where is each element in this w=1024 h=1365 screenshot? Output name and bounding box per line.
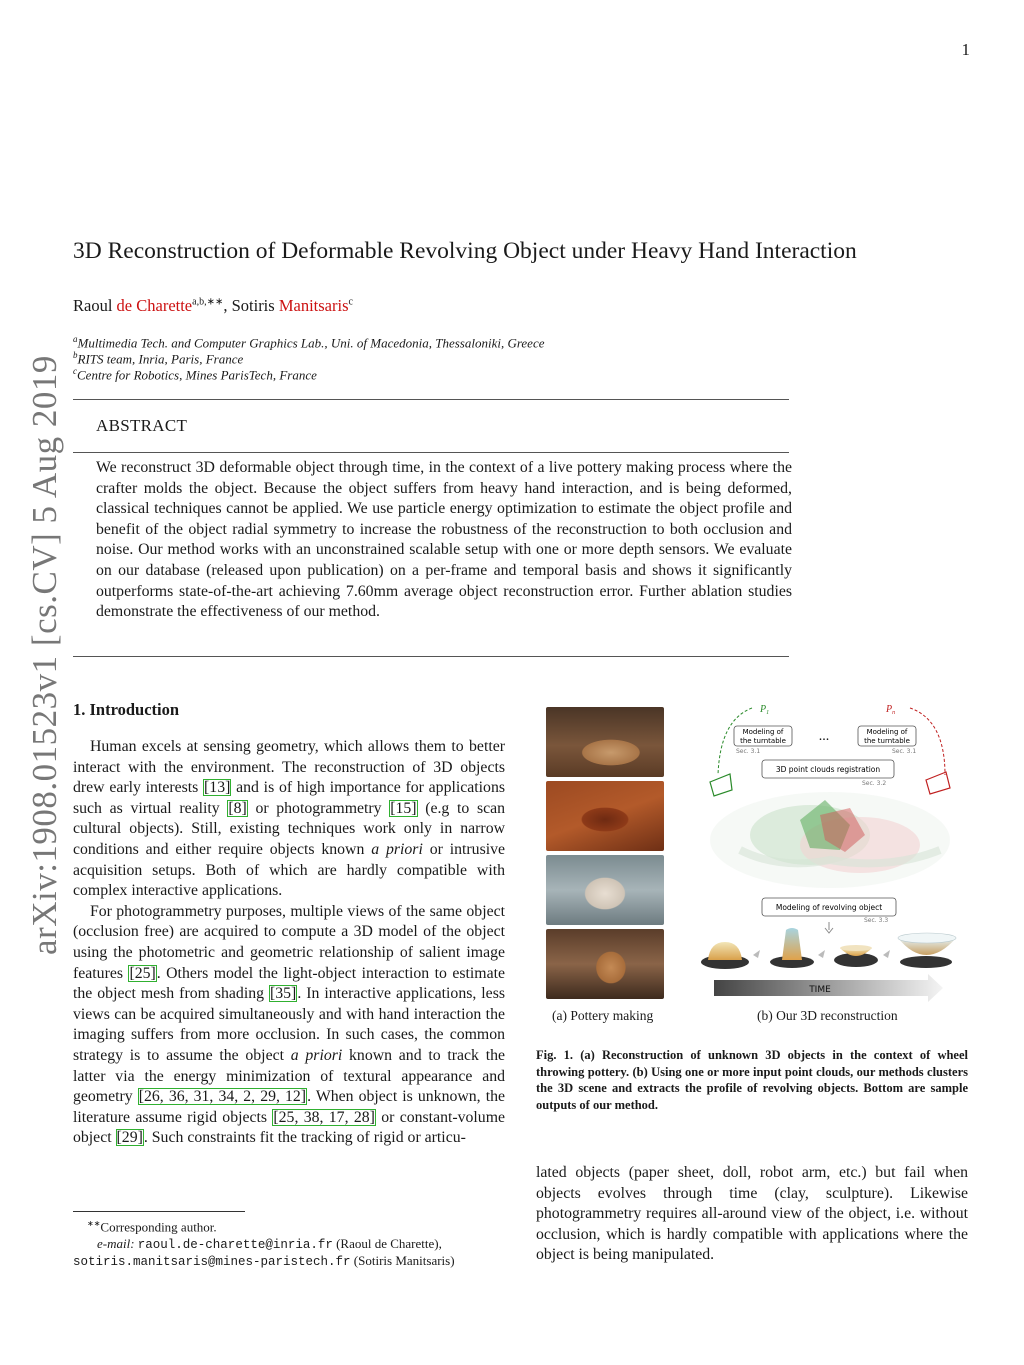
citation-link-group[interactable]: [25, 38, 17, 28]: [273, 1108, 375, 1126]
pottery-photo: [546, 707, 664, 777]
subcaption-b: (b) Our 3D reconstruction: [757, 1008, 898, 1023]
page-number: 1: [961, 40, 970, 59]
sec-label: Sec. 3.1: [736, 748, 761, 755]
subcaption-a: (a) Pottery making: [552, 1008, 654, 1023]
sec-label: Sec. 3.2: [862, 780, 887, 787]
intro-column-left: [73, 737, 505, 1149]
sensor-red: [926, 772, 950, 794]
sensor-green: [710, 774, 732, 796]
sec-label: Sec. 3.1: [892, 748, 917, 755]
pottery-photo: [546, 855, 664, 925]
point-cloud: [710, 792, 950, 888]
citation-link[interactable]: [15]: [390, 799, 417, 817]
citation-link[interactable]: [8]: [228, 799, 247, 817]
reconstruction-diagram: [700, 700, 962, 1002]
author-line: [73, 296, 353, 316]
footnote: ∗∗Corresponding author. e-mail: raoul.de-charette@inria.fr (Raoul de Charette), sotiris.manitsaris@mines-paristech.fr (Sotiris Manitsaris): [73, 1219, 455, 1270]
abstract-heading: ABSTRACT: [96, 416, 188, 435]
box-text: 3D point clouds registration: [775, 765, 881, 774]
paper-title: 3D Reconstruction of Deformable Revolving Object under Heavy Hand Interaction: [73, 238, 857, 264]
email-link[interactable]: raoul.de-charette@inria.fr: [137, 1237, 333, 1252]
rule-mid: [73, 452, 789, 453]
box-text: the turntable: [740, 737, 786, 745]
arxiv-identifier: arXiv:1908.01523v1 [cs.CV] 5 Aug 2019: [25, 355, 64, 955]
rule-bottom: [73, 656, 789, 657]
paragraph: Human excels at sensing geometry, which allows them to better interact with the environment. The reconstruction of 3D objects drew early interests [13] and is of high importance for applications such as virtual reality [8] or photogrammetry [15] (e.g to scan cultural objects). Still, existing techniques work only in narrow conditions and either require objects known a priori or intrusive acquisition setups. Both of which are hardly compatible with complex interactive applications.: [73, 738, 506, 900]
author-sup: c: [348, 296, 353, 308]
label-p1: $P_1$: [760, 704, 770, 716]
section-heading: 1. Introduction: [73, 700, 180, 719]
author-separator: , Sotiris: [223, 296, 279, 315]
intro-column-right: [536, 1163, 968, 1266]
footnote-rule: [73, 1211, 245, 1212]
pottery-photo: [546, 929, 664, 999]
sec-label: Sec. 3.3: [864, 917, 889, 924]
author-link-charette[interactable]: de Charette: [116, 296, 193, 315]
citation-link[interactable]: [13]: [204, 779, 231, 797]
figure-caption: Fig. 1. (a) Reconstruction of unknown 3D objects in the context of wheel throwing pottery. (b) Using one or more input point clouds, our methods clusters the 3D scene and extracts the profile of revolving objects. Bottom are sample outputs of our method.: [536, 1048, 968, 1112]
time-label: TIME: [809, 985, 831, 995]
box-text: Modeling of revolving object: [775, 903, 883, 912]
label-pn: $P_n$: [886, 704, 896, 716]
paragraph: For photogrammetry purposes, multiple views of the same object (occlusion free) are acquired to compute a 3D model of the object using the photometric and geometric relationship of salient image features [25]. Others model the light-object interaction to estimate the object mesh from shading [35]. In interactive applications, less views can be acquired simultaneously and with hand interaction the imaging suffers from more occlusion. In such cases, the common strategy is to assume the object a priori known and to track the latter via the energy minimization of textural appearance and geometry [26, 36, 31, 34, 2, 29, 12]. When object is unknown, the literature assume rigid objects [25, 38, 17, 28] or constant-volume object [29]. Such constraints fit the tracking of rigid or articu-: [73, 902, 506, 1147]
box-text: Modeling of: [742, 728, 784, 736]
citation-link-group[interactable]: [26, 36, 31, 34, 2, 29, 12]: [138, 1088, 307, 1106]
affiliation: $^c$Centre for Robotics, Mines ParisTech, France: [73, 366, 317, 383]
citation-link[interactable]: [29]: [116, 1129, 143, 1147]
author-first-name: Raoul: [73, 296, 117, 315]
affiliation: $^b$RITS team, Inria, Paris, France: [73, 350, 244, 367]
email-link[interactable]: sotiris.manitsaris@mines-paristech.fr: [73, 1255, 351, 1270]
rule-top: [73, 399, 789, 400]
ellipsis: ...: [818, 729, 830, 744]
abstract-text: We reconstruct 3D deformable object through time, in the context of a live pottery making process where the crafter molds the object. Because the object suffers from heavy hand interaction, and is being deformed, classical techniques cannot be applied. We use particle energy optimization to estimate the object profile and benefit of the object radial symmetry to increase the robustness of the reconstruction to both occlusion and noise. Our method works with an unconstrained scalable setup with one or more depth sensors. We evaluate on our database (released upon publication) on a per-frame and temporal basis and shows it significantly outperforms state-of-the-art achieving 7.60mm average object reconstruction error. Further ablation studies demonstrate the effectiveness of our method.: [96, 459, 792, 621]
author-link-manitsaris[interactable]: Manitsaris: [278, 296, 349, 315]
box-text: the turntable: [864, 737, 910, 745]
paragraph: lated objects (paper sheet, doll, robot arm, etc.) but fail when objects evolves through time (clay, sculpture). Likewise photogrammetry requires all-around view of the object, i.e. without occlusion, which is hardly compatible with applications where the object is being manipulated.: [536, 1164, 968, 1264]
pottery-photo: [546, 781, 664, 851]
author-sup: a,b,∗∗: [192, 296, 224, 308]
box-text: Modeling of: [866, 728, 908, 736]
output-objects: [701, 928, 956, 969]
citation-link[interactable]: [35]: [270, 985, 297, 1003]
citation-link[interactable]: [25]: [129, 964, 156, 982]
affiliation: $^a$Multimedia Tech. and Computer Graphics Lab., Uni. of Macedonia, Thessaloniki, Greece: [73, 334, 545, 351]
